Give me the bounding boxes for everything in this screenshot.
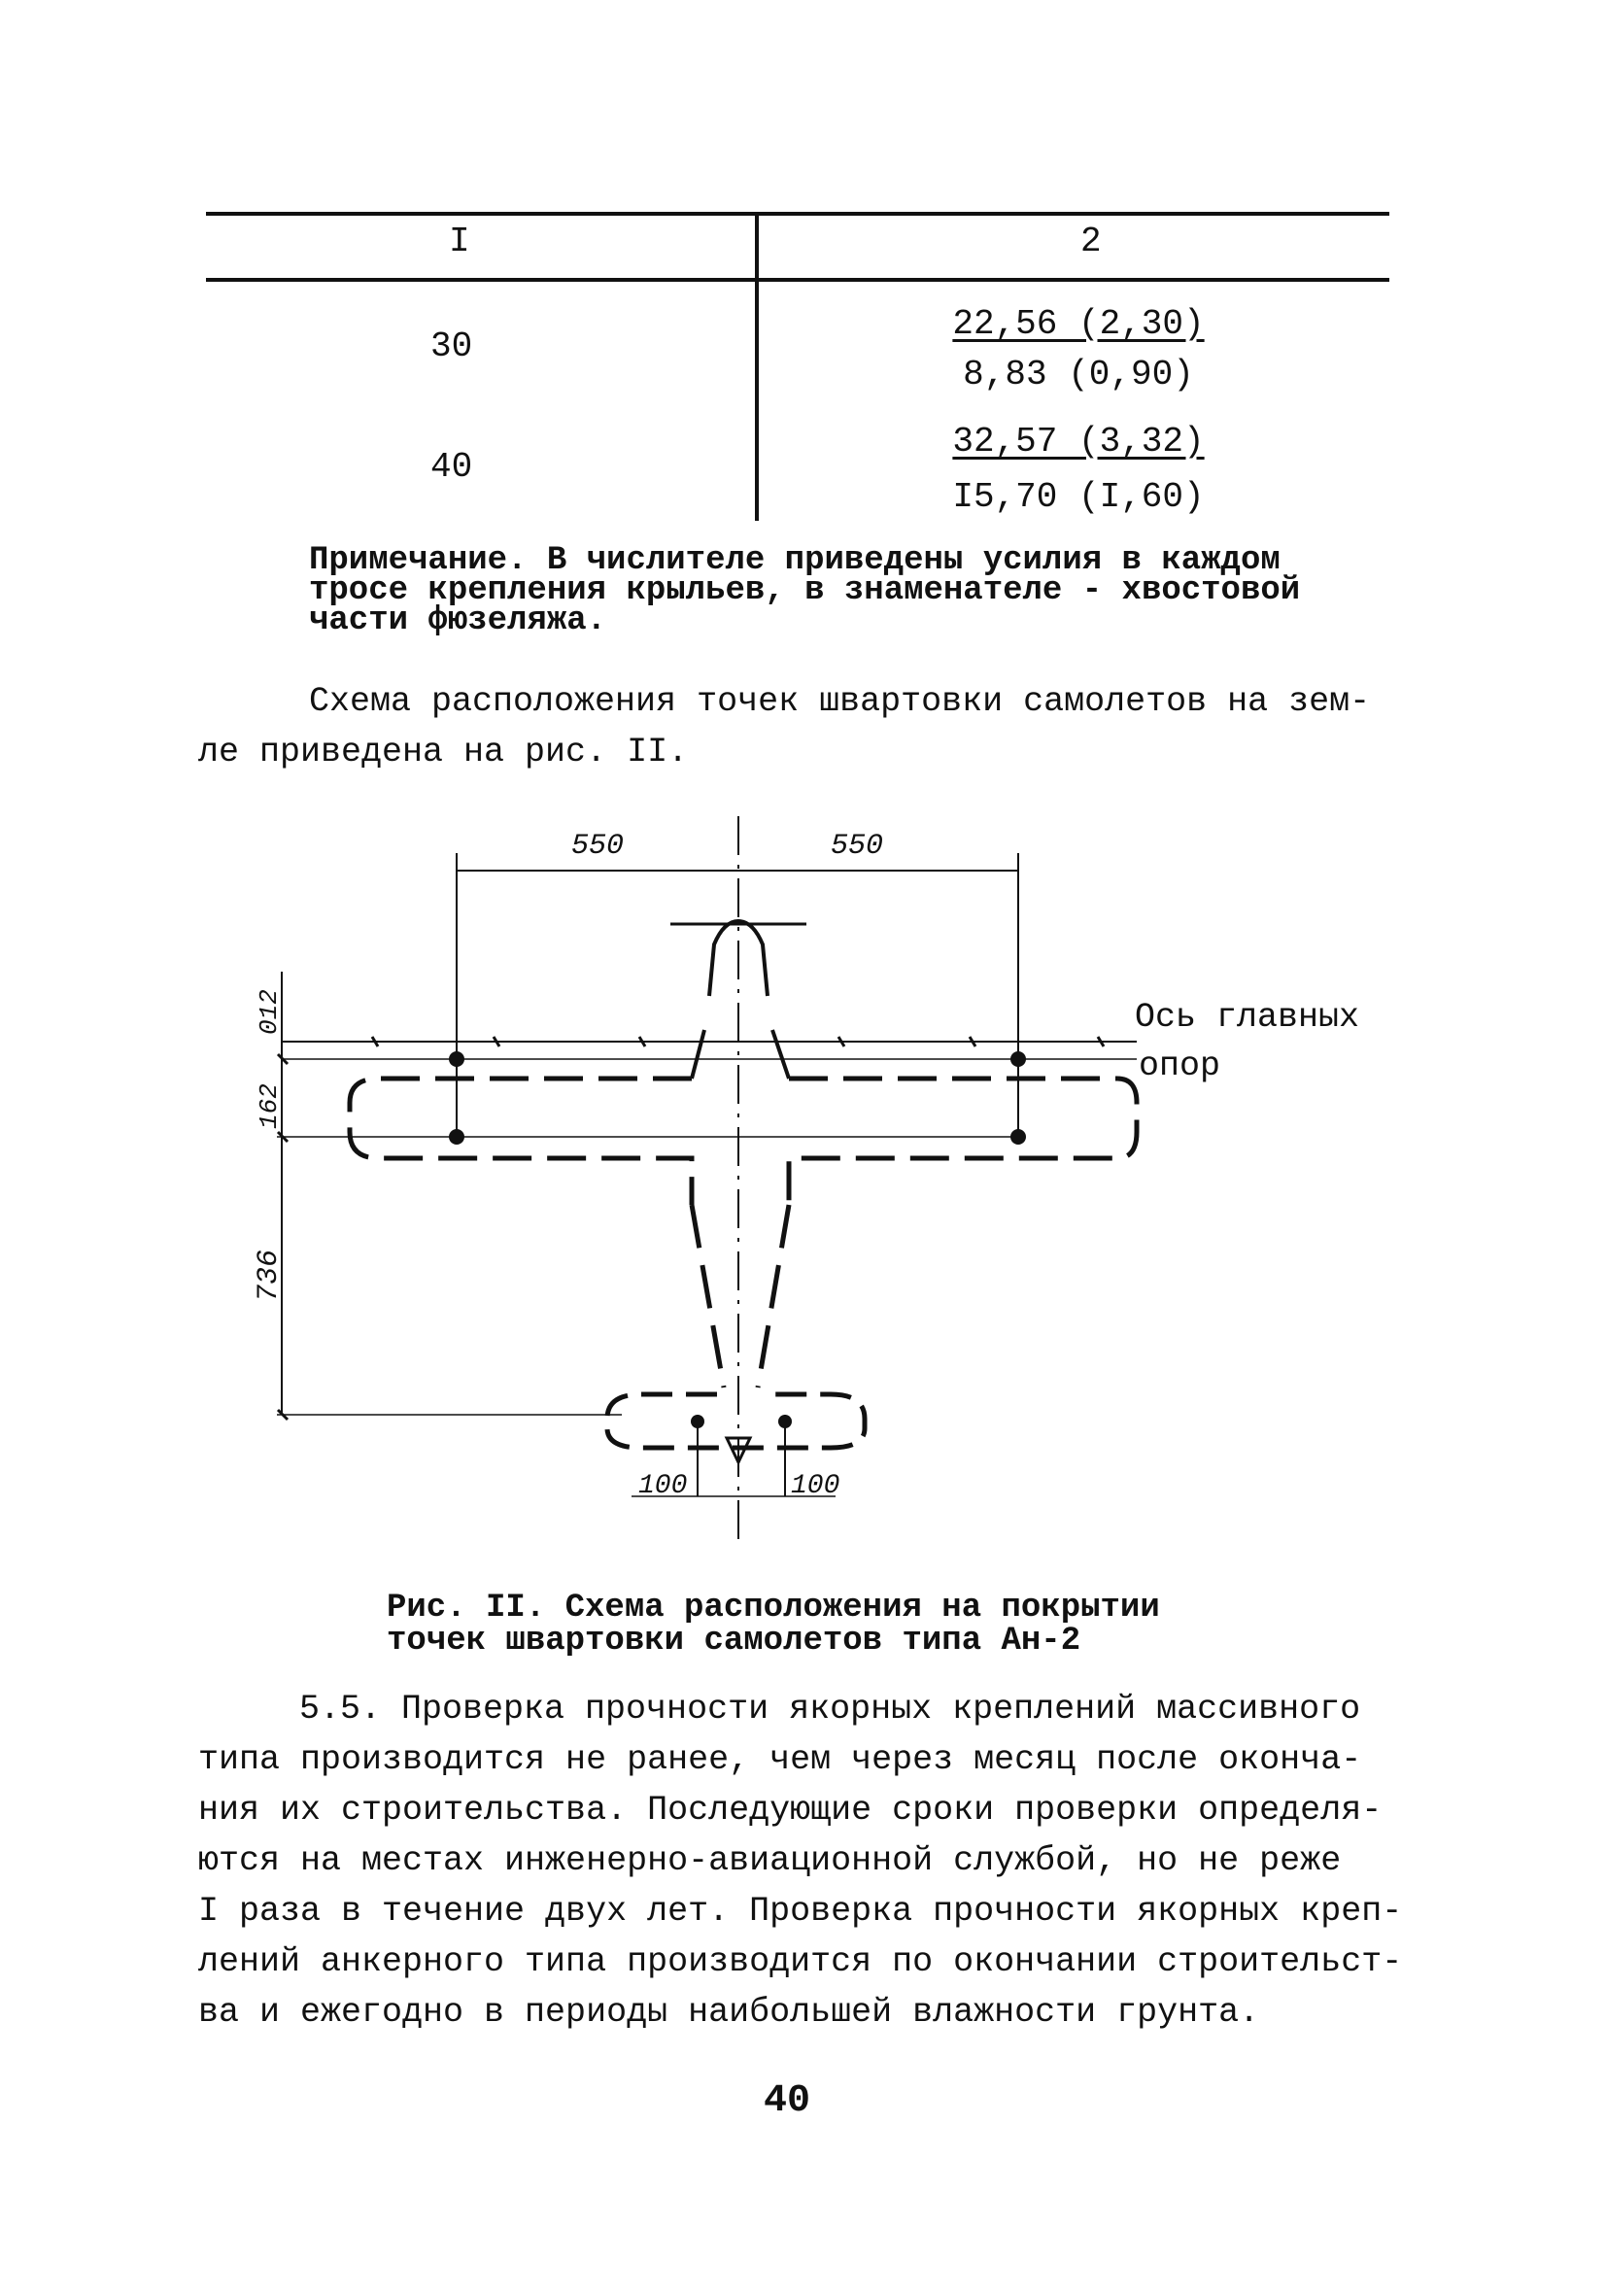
axis-label-line1: Ось главных [1135,998,1360,1037]
table-row-2-numerator: 32,57 (3,32) [952,422,1205,462]
section-line: лений анкерного типа производится по окончании строительст- [198,1942,1403,1981]
axis-label-line2: опор [1139,1046,1221,1085]
table-row-1-col1: 30 [430,326,473,366]
table-row-2-col1: 40 [430,447,473,487]
caption-line: точек швартовки самолетов типа Ан-2 [387,1623,1081,1660]
table-row-2-denominator: I5,70 (I,60) [952,477,1205,517]
table-row-1-numerator: 22,56 (2,30) [952,304,1205,344]
table-header-col2: 2 [1080,222,1102,261]
dim-100-right: 100 [791,1471,840,1501]
figure-caption [387,1592,1160,1658]
note-line: части фюзеляжа. [309,602,607,639]
table-header-rule [206,278,1389,282]
section-line: ются на местах инженерно-авиационной службой, но не реже [198,1841,1342,1880]
table-note [309,542,1378,639]
table-row-1-denominator: 8,83 (0,90) [963,355,1194,394]
dim-100-left: 100 [638,1471,688,1501]
caption-line: Рис. II. Схема расположения на покрытии [387,1590,1160,1627]
intro-line: Схема расположения точек швартовки самолетов на зем- [309,682,1371,721]
mooring-point [449,1129,464,1145]
intro-paragraph [198,676,1514,777]
dim-162: 162 [255,1083,284,1129]
section-line: ва и ежегодно в периоды наибольшей влажности грунта. [198,1993,1260,2032]
mooring-point [778,1415,792,1428]
section-line: ния их строительства. Последующие сроки проверки определя- [198,1791,1383,1830]
wing-outline [350,1079,692,1205]
section-5-5 [198,1684,1432,2038]
dim-550-right: 550 [831,830,884,863]
mooring-point [691,1415,704,1428]
dim-012: 012 [255,989,284,1035]
intro-line: ле приведена на рис. II. [198,733,689,771]
dim-736: 736 [253,1249,286,1302]
mooring-scheme-figure [0,797,1606,1574]
dim-550-left: 550 [571,830,625,863]
note-line: тросе крепления крыльев, в знаменателе - хвостовой [309,572,1301,609]
mooring-point [1010,1129,1026,1145]
mooring-point [1010,1051,1026,1067]
mooring-point [449,1051,464,1067]
note-line: Примечание. В числителе приведены усилия в каждом [309,542,1281,579]
section-line: типа производится не ранее, чем через месяц после оконча- [198,1740,1362,1779]
tailplane-outline [607,1394,865,1448]
table-header-col1: I [449,222,470,261]
table-column-divider [755,214,759,521]
section-line: I раза в течение двух лет. Проверка прочности якорных креп- [198,1892,1403,1931]
page-number: 40 [764,2079,811,2123]
table-top-rule [206,212,1389,216]
section-line: 5.5. Проверка прочности якорных креплений массивного [299,1690,1361,1729]
fuselage-tail [692,1205,724,1388]
